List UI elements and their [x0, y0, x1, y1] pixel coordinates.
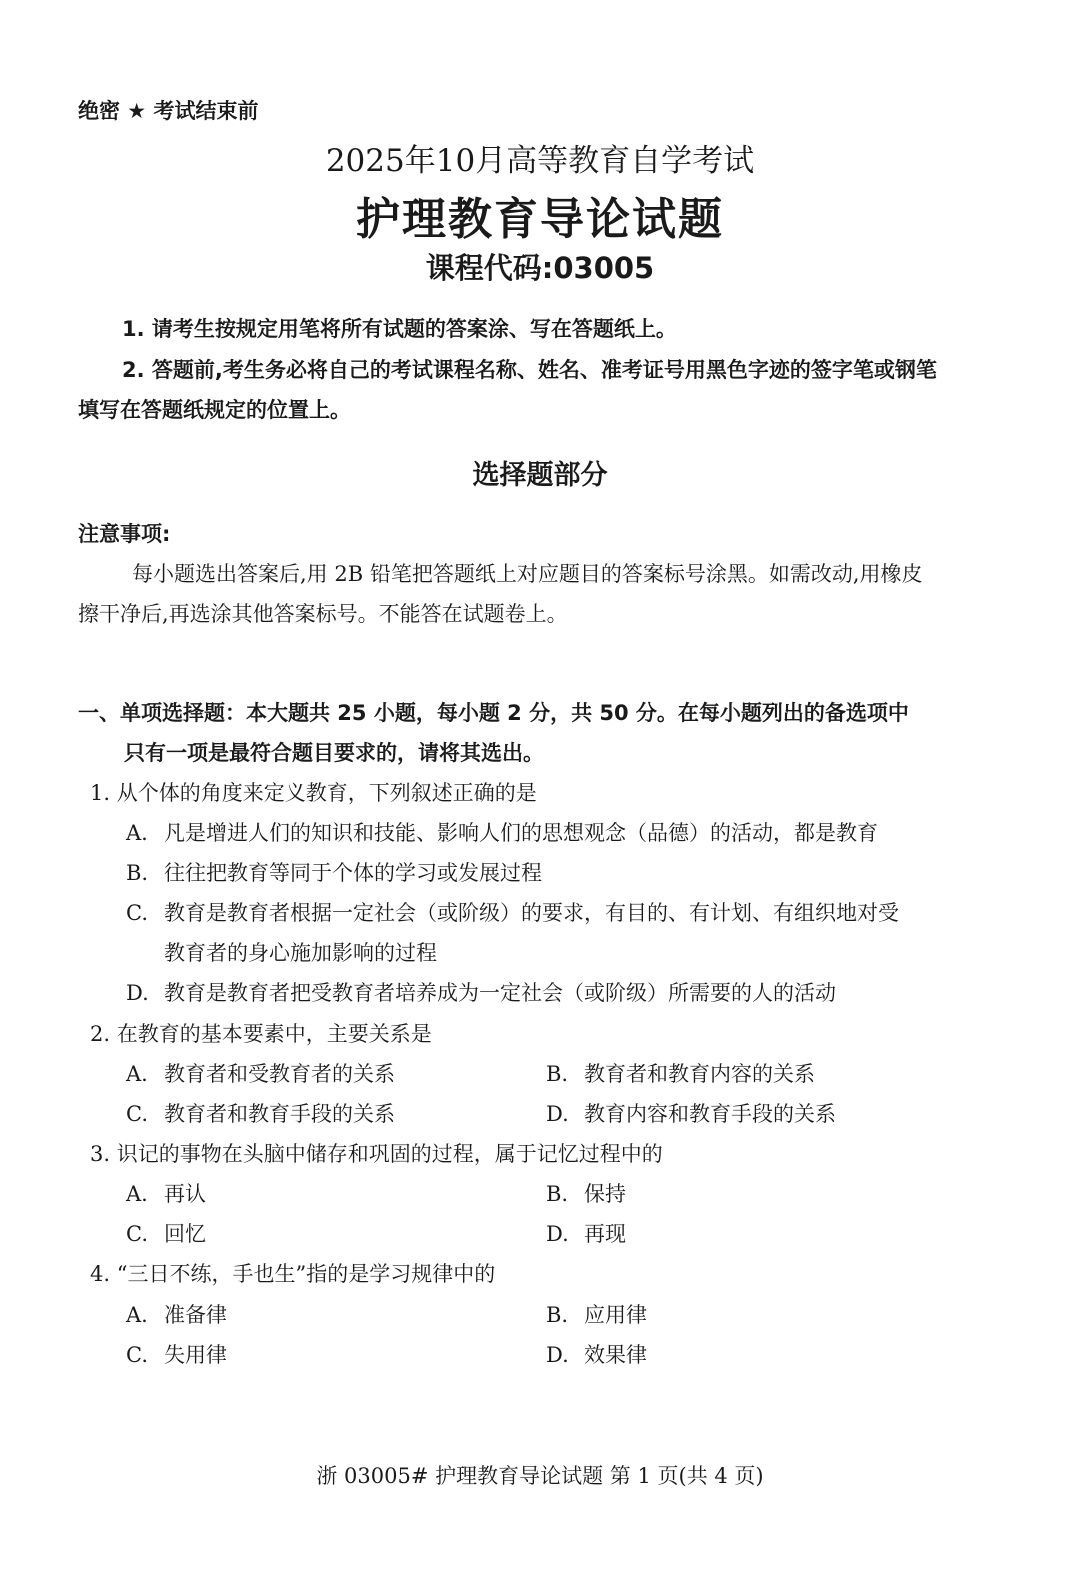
question-1-option-c-continued: 教育者的身心施加影响的过程	[164, 941, 437, 965]
course-code: 课程代码:03005	[425, 251, 655, 285]
page-footer: 浙 03005# 护理教育导论试题 第 1 页(共 4 页)	[316, 1464, 764, 1488]
question-3-option-b: B. 保持	[546, 1182, 626, 1206]
instruction-2-continued: 填写在答题纸规定的位置上。	[78, 398, 351, 422]
question-4-stem	[90, 1258, 495, 1288]
paper-title: 护理教育导论试题	[356, 194, 724, 245]
question-2-option-d: D. 教育内容和教育手段的关系	[546, 1102, 836, 1126]
notice-line-2: 擦干净后,再选涂其他答案标号。不能答在试题卷上。	[78, 602, 568, 626]
question-number: 3.	[90, 1142, 111, 1166]
question-text: 从个体的角度来定义教育，下列叙述正确的是	[116, 781, 537, 805]
question-4-option-c: C. 失用律	[126, 1343, 227, 1367]
question-1-option-b: B. 往往把教育等同于个体的学习或发展过程	[126, 861, 542, 885]
confidential-mark: 绝密 ★ 考试结束前	[78, 99, 259, 123]
section-heading-continued: 只有一项是最符合题目要求的，请将其选出。	[124, 741, 544, 765]
question-4-option-d: D. 效果律	[546, 1343, 647, 1367]
question-1-option-d: D. 教育是教育者把受教育者培养成为一定社会（或阶级）所需要的人的活动	[126, 981, 836, 1005]
question-4-option-a: A. 准备律	[126, 1303, 227, 1327]
question-4-option-b: B. 应用律	[546, 1303, 647, 1327]
question-1-option-c: C. 教育是教育者根据一定社会（或阶级）的要求，有目的、有计划、有组织地对受	[126, 901, 899, 925]
question-1-option-a: A. 凡是增进人们的知识和技能、影响人们的思想观念（品德）的活动，都是教育	[126, 821, 878, 845]
question-2-option-c: C. 教育者和教育手段的关系	[126, 1102, 395, 1126]
question-number: 4.	[90, 1262, 111, 1286]
question-2-stem	[90, 1018, 432, 1048]
part-title: 选择题部分	[472, 460, 608, 491]
question-text: 识记的事物在头脑中储存和巩固的过程，属于记忆过程中的	[116, 1142, 663, 1166]
question-3-option-d: D. 再现	[546, 1222, 626, 1246]
question-3-option-c: C. 回忆	[126, 1222, 206, 1246]
notice-line-1: 每小题选出答案后,用 2B 铅笔把答题纸上对应题目的答案标号涂黑。如需改动,用橡皮	[132, 562, 923, 586]
question-text: 在教育的基本要素中，主要关系是	[116, 1022, 432, 1046]
exam-title: 2025年10月高等教育自学考试	[325, 143, 755, 179]
question-2-option-b: B. 教育者和教育内容的关系	[546, 1062, 815, 1086]
question-2-option-a: A. 教育者和受教育者的关系	[126, 1062, 395, 1086]
question-3-option-a: A. 再认	[126, 1182, 206, 1206]
section-heading: 一、单项选择题：本大题共 25 小题，每小题 2 分，共 50 分。在每小题列出的备选项中	[78, 701, 909, 725]
instruction-2: 2. 答题前,考生务必将自己的考试课程名称、姓名、准考证号用黑色字迹的签字笔或钢笔	[122, 358, 937, 382]
question-3-stem	[90, 1138, 663, 1168]
notice-label: 注意事项:	[78, 522, 171, 546]
question-number: 2.	[90, 1022, 111, 1046]
instruction-1: 1. 请考生按规定用笔将所有试题的答案涂、写在答题纸上。	[122, 317, 677, 341]
question-1-stem	[90, 777, 537, 807]
question-text: “三日不练，手也生”指的是学习规律中的	[116, 1262, 496, 1286]
question-number: 1.	[90, 781, 111, 805]
